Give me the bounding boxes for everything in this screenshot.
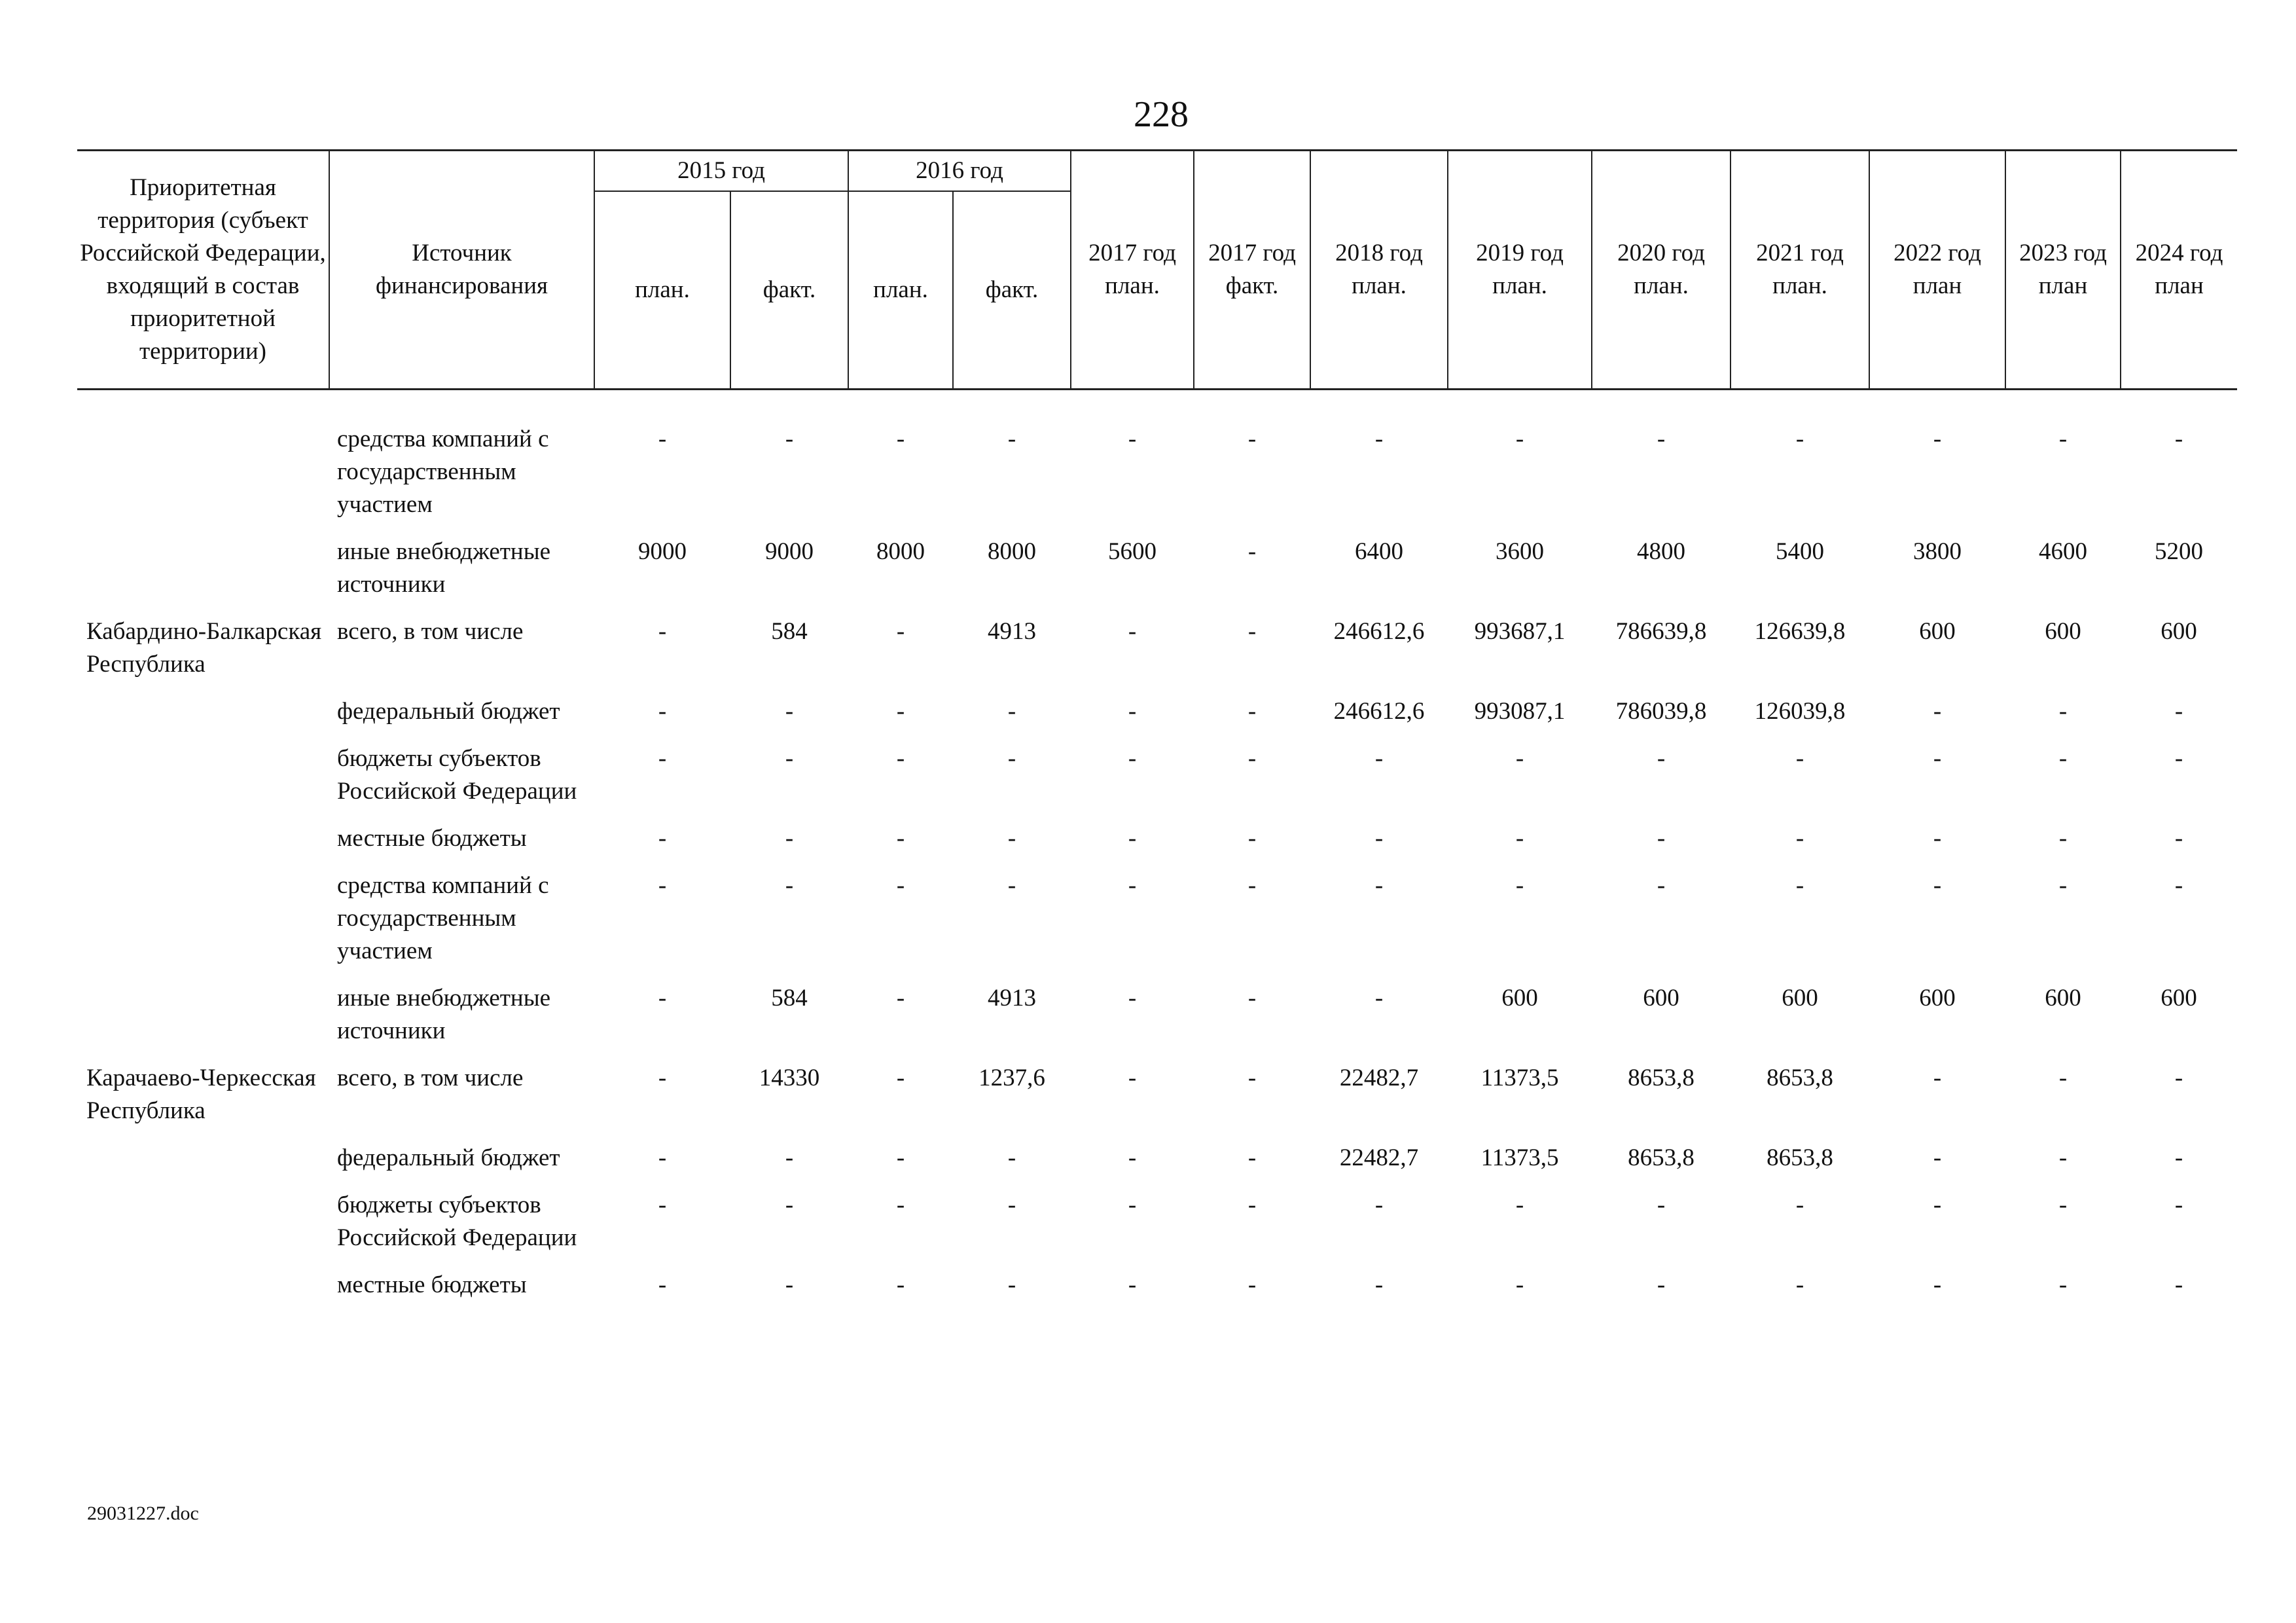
value-cell: - [1128, 985, 1137, 1012]
header-2016-fact: факт. [953, 191, 1071, 390]
value-cell: - [658, 1271, 667, 1298]
value-cell: - [1247, 1144, 1257, 1171]
value-cell: - [2058, 1065, 2068, 1091]
value-cell: - [1515, 825, 1524, 852]
value-cell: - [1007, 1192, 1016, 1218]
value-cell: - [2174, 872, 2183, 899]
value-cell: - [1374, 745, 1384, 772]
source-cell: федеральный бюджет [337, 698, 560, 725]
value-cell: 8653,8 [1628, 1144, 1695, 1171]
value-cell: - [2174, 1192, 2183, 1218]
header-2021-plan: 2021 год план. [1731, 151, 1869, 390]
value-cell: - [1247, 985, 1257, 1012]
table-row [77, 1260, 2237, 1307]
value-cell: - [896, 1065, 905, 1091]
value-cell: - [1515, 745, 1524, 772]
source-cell: бюджеты субъектов Российской Федерации [337, 745, 577, 805]
value-cell: - [658, 985, 667, 1012]
header-2016: 2016 год [848, 151, 1071, 192]
value-cell: 600 [1782, 985, 1818, 1012]
value-cell: - [1128, 745, 1137, 772]
value-cell: - [1933, 698, 1942, 725]
value-cell: 600 [1919, 985, 1956, 1012]
value-cell: - [1374, 426, 1384, 452]
value-cell: 8653,8 [1767, 1144, 1833, 1171]
source-cell: средства компаний с государственным участием [337, 872, 549, 964]
value-cell: - [1795, 1192, 1804, 1218]
value-cell: - [658, 825, 667, 852]
source-cell: иные внебюджетные источники [337, 538, 550, 598]
value-cell: - [2174, 426, 2183, 452]
value-cell: - [2058, 426, 2068, 452]
value-cell: - [785, 698, 794, 725]
table-row [77, 686, 2237, 733]
header-2024-plan: 2024 год план [2121, 151, 2237, 390]
value-cell: 3600 [1496, 538, 1545, 565]
value-cell: - [896, 426, 905, 452]
value-cell: - [1128, 698, 1137, 725]
table-row [77, 733, 2237, 813]
value-cell: - [1007, 872, 1016, 899]
value-cell: - [1374, 1271, 1384, 1298]
territory-cell: Карачаево-Черкесская Республика [86, 1065, 316, 1124]
value-cell: - [1007, 1271, 1016, 1298]
value-cell: - [896, 745, 905, 772]
territory-cell [77, 973, 329, 1053]
value-cell: 246612,6 [1333, 618, 1425, 645]
value-cell: - [1657, 825, 1666, 852]
value-cell: 126639,8 [1754, 618, 1846, 645]
header-2020-plan: 2020 год план. [1592, 151, 1731, 390]
source-cell: местные бюджеты [337, 1271, 527, 1298]
value-cell: 584 [771, 985, 808, 1012]
value-cell: - [1374, 985, 1384, 1012]
value-cell: 584 [771, 618, 808, 645]
value-cell: - [1795, 872, 1804, 899]
value-cell: - [2174, 1144, 2183, 1171]
table-row [77, 1180, 2237, 1260]
value-cell: - [1007, 825, 1016, 852]
value-cell: 4913 [988, 985, 1037, 1012]
header-2015-fact: факт. [730, 191, 848, 390]
value-cell: 11373,5 [1480, 1065, 1559, 1091]
value-cell: - [896, 1271, 905, 1298]
value-cell: 600 [1643, 985, 1679, 1012]
value-cell: 600 [2045, 618, 2081, 645]
value-cell: - [1128, 1144, 1137, 1171]
value-cell: - [1247, 618, 1257, 645]
table-row [77, 1053, 2237, 1133]
value-cell: - [2174, 698, 2183, 725]
header-2016-plan: план. [848, 191, 953, 390]
value-cell: - [1933, 1192, 1942, 1218]
value-cell: 993087,1 [1474, 698, 1566, 725]
value-cell: - [896, 985, 905, 1012]
value-cell: - [2174, 1065, 2183, 1091]
value-cell: - [658, 426, 667, 452]
value-cell: - [896, 1144, 905, 1171]
header-2023-plan: 2023 год план [2005, 151, 2121, 390]
value-cell: - [2174, 1271, 2183, 1298]
value-cell: - [2058, 698, 2068, 725]
value-cell: 786639,8 [1615, 618, 1707, 645]
value-cell: - [1374, 825, 1384, 852]
value-cell: - [1795, 426, 1804, 452]
value-cell: 246612,6 [1333, 698, 1425, 725]
value-cell: 600 [2045, 985, 2081, 1012]
value-cell: 5600 [1108, 538, 1157, 565]
table-body [77, 390, 2237, 1307]
value-cell: - [1374, 872, 1384, 899]
value-cell: - [1128, 426, 1137, 452]
value-cell: - [1515, 1192, 1524, 1218]
header-2022-plan: 2022 год план [1869, 151, 2005, 390]
value-cell: - [785, 872, 794, 899]
value-cell: - [896, 825, 905, 852]
value-cell: 1237,6 [978, 1065, 1045, 1091]
value-cell: 8653,8 [1767, 1065, 1833, 1091]
value-cell: - [658, 1192, 667, 1218]
value-cell: - [1657, 745, 1666, 772]
value-cell: - [2058, 1271, 2068, 1298]
value-cell: - [1128, 1192, 1137, 1218]
territory-cell [77, 733, 329, 813]
value-cell: - [1247, 825, 1257, 852]
value-cell: 14330 [759, 1065, 820, 1091]
value-cell: - [1007, 698, 1016, 725]
value-cell: 5200 [2155, 538, 2204, 565]
value-cell: - [1007, 1144, 1016, 1171]
source-cell: бюджеты субъектов Российской Федерации [337, 1192, 577, 1251]
value-cell: 4800 [1637, 538, 1686, 565]
table-row [77, 813, 2237, 860]
value-cell: - [896, 618, 905, 645]
value-cell: - [785, 426, 794, 452]
table-row [77, 1133, 2237, 1180]
territory-cell [77, 813, 329, 860]
value-cell: - [1247, 538, 1257, 565]
value-cell: - [1795, 1271, 1804, 1298]
value-cell: - [785, 1192, 794, 1218]
value-cell: - [785, 825, 794, 852]
value-cell: 5400 [1776, 538, 1825, 565]
value-cell: 8653,8 [1628, 1065, 1695, 1091]
value-cell: - [1247, 1271, 1257, 1298]
table-row [77, 860, 2237, 973]
value-cell: - [785, 1144, 794, 1171]
value-cell: - [785, 1271, 794, 1298]
value-cell: 786039,8 [1615, 698, 1707, 725]
territory-cell: Кабардино-Балкарская Республика [86, 618, 322, 678]
value-cell: - [1374, 1192, 1384, 1218]
value-cell: - [1933, 872, 1942, 899]
value-cell: - [1933, 1065, 1942, 1091]
value-cell: - [658, 618, 667, 645]
value-cell: - [658, 698, 667, 725]
value-cell: - [1128, 1065, 1137, 1091]
value-cell: - [1007, 426, 1016, 452]
territory-cell [77, 1133, 329, 1180]
value-cell: 8000 [876, 538, 925, 565]
territory-cell [77, 390, 329, 527]
value-cell: 11373,5 [1480, 1144, 1559, 1171]
value-cell: - [1657, 872, 1666, 899]
value-cell: - [1795, 825, 1804, 852]
value-cell: - [1515, 1271, 1524, 1298]
header-2017-fact: 2017 год факт. [1194, 151, 1310, 390]
value-cell: 4913 [988, 618, 1037, 645]
value-cell: - [1247, 1192, 1257, 1218]
value-cell: - [1007, 745, 1016, 772]
header-2018-plan: 2018 год план. [1310, 151, 1448, 390]
territory-cell [77, 526, 329, 606]
value-cell: - [1247, 1065, 1257, 1091]
territory-cell [77, 1260, 329, 1307]
table-row [77, 390, 2237, 527]
value-cell: - [658, 872, 667, 899]
value-cell: 600 [2161, 618, 2197, 645]
value-cell: - [1933, 1144, 1942, 1171]
value-cell: 22482,7 [1339, 1065, 1419, 1091]
value-cell: - [658, 745, 667, 772]
table-row [77, 526, 2237, 606]
value-cell: 9000 [765, 538, 814, 565]
value-cell: - [896, 698, 905, 725]
table-row [77, 606, 2237, 686]
value-cell: - [1128, 618, 1137, 645]
value-cell: - [2174, 825, 2183, 852]
value-cell: - [2058, 745, 2068, 772]
value-cell: 8000 [988, 538, 1037, 565]
header-2017-plan: 2017 год план. [1071, 151, 1194, 390]
source-cell: местные бюджеты [337, 825, 527, 852]
value-cell: 126039,8 [1754, 698, 1846, 725]
value-cell: 600 [2161, 985, 2197, 1012]
table-row [77, 973, 2237, 1053]
value-cell: - [658, 1065, 667, 1091]
value-cell: - [2058, 1192, 2068, 1218]
value-cell: 993687,1 [1474, 618, 1566, 645]
value-cell: - [1657, 1271, 1666, 1298]
value-cell: - [2058, 872, 2068, 899]
value-cell: 9000 [638, 538, 687, 565]
value-cell: 6400 [1355, 538, 1404, 565]
page-number: 228 [1134, 94, 1189, 135]
value-cell: - [2058, 825, 2068, 852]
source-cell: средства компаний с государственным участием [337, 426, 549, 518]
header-source: Источник финансирования [329, 151, 594, 390]
value-cell: - [1128, 872, 1137, 899]
value-cell: - [1933, 825, 1942, 852]
value-cell: - [896, 1192, 905, 1218]
value-cell: - [896, 872, 905, 899]
value-cell: 600 [1919, 618, 1956, 645]
value-cell: - [1247, 426, 1257, 452]
territory-cell [77, 860, 329, 973]
value-cell: - [1933, 426, 1942, 452]
value-cell: - [2058, 1144, 2068, 1171]
value-cell: - [1795, 745, 1804, 772]
header-2019-plan: 2019 год план. [1448, 151, 1592, 390]
value-cell: - [2174, 745, 2183, 772]
value-cell: - [1933, 1271, 1942, 1298]
value-cell: - [1933, 745, 1942, 772]
value-cell: - [1515, 426, 1524, 452]
value-cell: - [1657, 426, 1666, 452]
source-cell: федеральный бюджет [337, 1144, 560, 1171]
value-cell: 22482,7 [1339, 1144, 1419, 1171]
value-cell: - [1515, 872, 1524, 899]
header-2015: 2015 год [594, 151, 848, 192]
value-cell: - [658, 1144, 667, 1171]
source-cell: иные внебюджетные источники [337, 985, 550, 1044]
value-cell: - [1247, 698, 1257, 725]
value-cell: - [1657, 1192, 1666, 1218]
value-cell: - [785, 745, 794, 772]
document-footer: 29031227.doc [87, 1503, 199, 1524]
value-cell: - [1128, 825, 1137, 852]
value-cell: 600 [1501, 985, 1538, 1012]
source-cell: всего, в том числе [337, 618, 524, 645]
header-2015-plan: план. [594, 191, 730, 390]
territory-cell [77, 1180, 329, 1260]
value-cell: - [1247, 745, 1257, 772]
value-cell: 3800 [1913, 538, 1962, 565]
header-territory: Приоритетная территория (субъект Российской Федерации, входящий в состав приоритетной территории) [77, 151, 329, 390]
value-cell: - [1247, 872, 1257, 899]
source-cell: всего, в том числе [337, 1065, 524, 1091]
value-cell: 4600 [2039, 538, 2088, 565]
value-cell: - [1128, 1271, 1137, 1298]
territory-cell [77, 686, 329, 733]
financing-table [77, 149, 2237, 1307]
